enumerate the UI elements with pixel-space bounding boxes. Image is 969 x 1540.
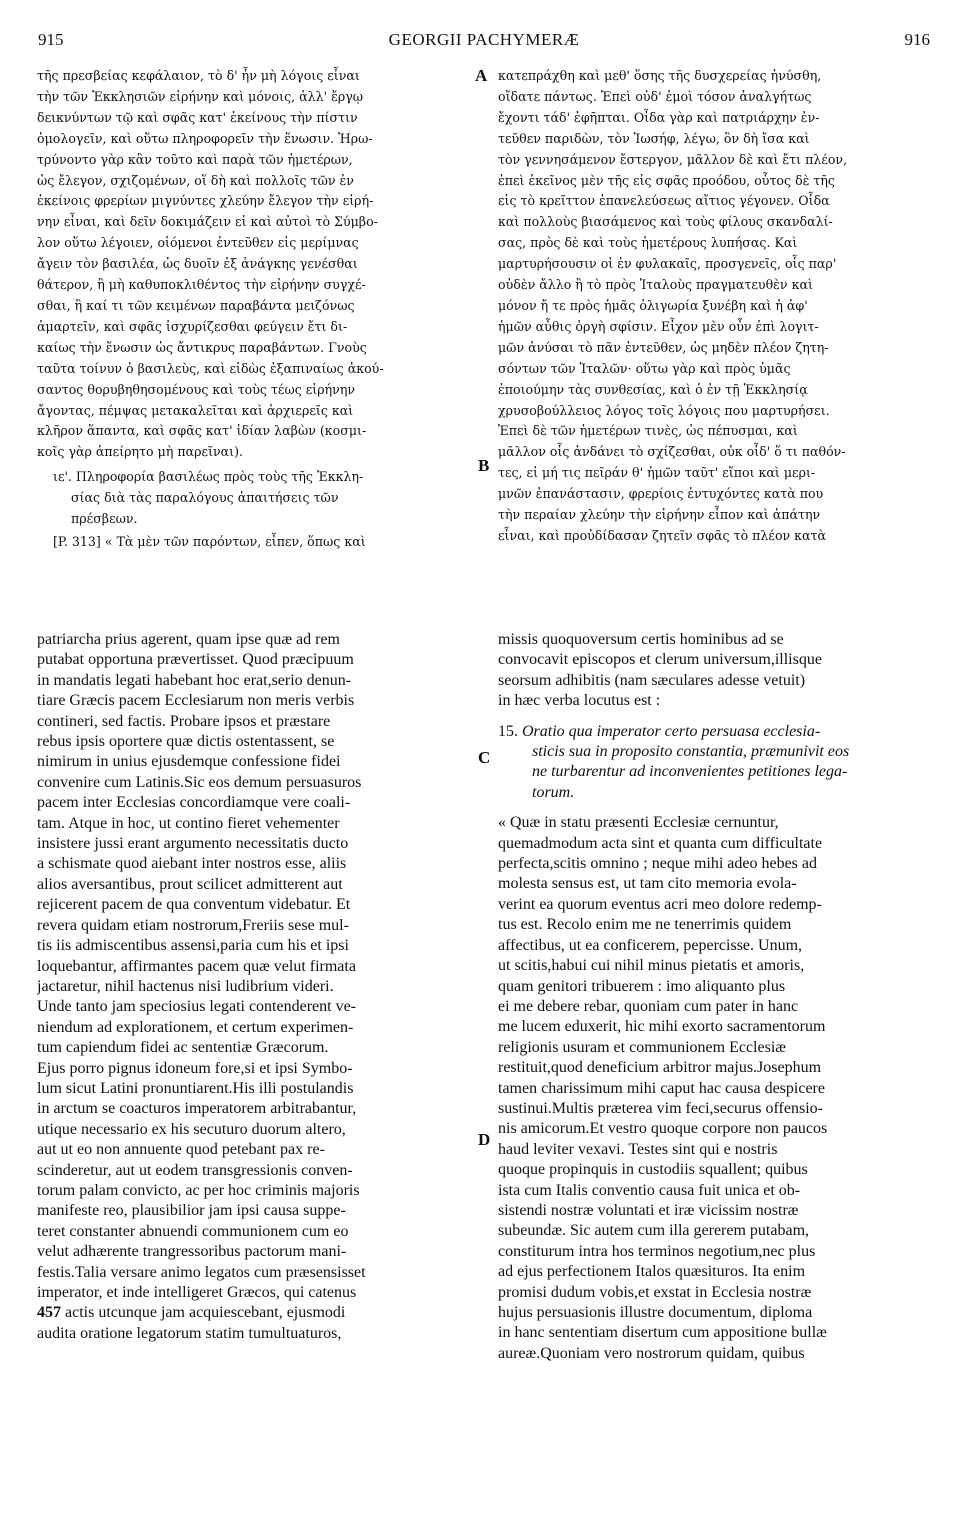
latin-text-line: promisi dudum vobis,et exstat in Ecclesia nostræ bbox=[498, 1283, 812, 1301]
greek-text-line: ὡς ἔλεγον, σχιζομένων, οἵ δὴ καὶ πολλοῖς τῶν ἐν bbox=[37, 172, 354, 188]
latin-text-line: sistendi nostræ voluntati et iræ vicissim nostræ bbox=[498, 1201, 799, 1219]
latin-text-line: rejicerent pacem de qua conventum videbatur. Et bbox=[37, 896, 351, 914]
latin-text-line: a schismate quod aiebant inter nostros esse, aliis bbox=[37, 855, 347, 873]
greek-text-line: σόντων τῶν Ἰταλῶν· οὕτω γὰρ καὶ πρὸς ὑμᾶς bbox=[498, 360, 791, 376]
page-number-right: 916 bbox=[904, 30, 930, 49]
latin-text-line: ut scitis,habui cui nihil minus pietatis et amoris, bbox=[498, 957, 805, 975]
greek-text-line: ἔχοντι τάδ' ἐφῆπται. Οἶδα γὰρ καὶ πατριάρχην ἐν- bbox=[498, 109, 820, 125]
latin-text-line: lum sicut Latini pronuntiarent.His illi postulandis bbox=[37, 1079, 354, 1097]
greek-text-line: τὴν τῶν Ἐκκλησιῶν εἰρήνην καὶ μόνοις, ἀλλ' ἔργῳ bbox=[37, 88, 364, 104]
margin-marker-c: C bbox=[478, 748, 491, 767]
greek-text-line: ἡμῶν αὖθις ὀργὴ σφίσιν. Εἶχον μὲν οὖν ἐπὶ λογιτ- bbox=[498, 318, 819, 334]
greek-text-line: ἐποιούμην τὰς συνθεσίας, καὶ ὁ ἐν τῇ Ἐκκλησίᾳ bbox=[498, 381, 808, 397]
greek-text-line: [P. 313] « Τὰ μὲν τῶν παρόντων, εἶπεν, ὅπως καὶ bbox=[53, 533, 366, 549]
greek-text-line: ταῦτα τοίνυν ὁ βασιλεὺς, καὶ εἰδὼς ἐξαπιναίως ἀκού- bbox=[37, 360, 384, 376]
latin-text-line: seorsum adhibitis (nam sæculares adesse vetuit) bbox=[498, 671, 806, 689]
latin-text-line: tam. Atque in hoc, ut contino fieret vehementer bbox=[37, 814, 340, 832]
latin-text-line: ad ejus perfectionem Italos quæsituros. Ita enim bbox=[498, 1263, 806, 1281]
greek-text-line: κλῆρον ἅπαντα, καὶ σφᾶς κατ' ἰδίαν λαβὼν (κοσμι- bbox=[37, 423, 367, 439]
greek-text-line: μόνον ἤ τε πρὸς ἡμᾶς ὀλιγωρία ξυνέβη καὶ ἡ ἀφ' bbox=[498, 297, 808, 313]
greek-text-line: καίως τὴν ἕνωσιν ὡς ἄντικρυς παραβάντων. Γνοὺς bbox=[37, 339, 367, 355]
greek-text-line: λον οὕτω λέγοιεν, οἰόμενοι ἐντεῦθεν εἰς μερίμνας bbox=[37, 235, 359, 251]
latin-text-line: missis quoquoversum certis hominibus ad se bbox=[498, 631, 784, 648]
latin-text-line: scinderetur, aut ut eodem transgressionis conven- bbox=[37, 1161, 353, 1179]
latin-text-line: convocavit episcopos et clerum universum,illisque bbox=[498, 651, 822, 669]
greek-text-line: καὶ πολλοὺς βιασάμενος καὶ τοὺς φίλους σκανδαλί- bbox=[498, 214, 833, 230]
latin-text-line: tus est. Recolo enim me ne tenerrimis quidem bbox=[498, 916, 792, 934]
latin-text-line: sustinui.Multis præterea vim feci,securus offensio- bbox=[498, 1099, 823, 1117]
greek-text-line: σαντος θορυβηθησομένους καὶ τοὺς τέως εἰρήνην bbox=[37, 381, 356, 397]
greek-text-line: ἁμαρτεῖν, καὶ σφᾶς ἰσχυρίζεσθαι φεύγειν ἔτι δι- bbox=[37, 318, 348, 334]
greek-text-line: μᾶλλον οἷς ἁνδάνει τὸ σχίζεσθαι, οὐκ οἶδ' ὅ τι παθόν- bbox=[498, 444, 846, 460]
latin-text-line: verint ea quorum eventus acri meo dolore redemp- bbox=[498, 895, 822, 913]
margin-marker-b: B bbox=[478, 456, 490, 475]
margin-marker-d: D bbox=[478, 1130, 491, 1149]
greek-text-line: ὁμολογεῖν, καὶ οὕτω πληροφορεῖν τὴν ἕνωσιν. Ἠρω- bbox=[37, 130, 373, 146]
latin-text-line: patriarcha prius agerent, quam ipse quæ ad rem bbox=[37, 631, 340, 648]
latin-text-line: tis iis admiscentibus assensi,paria cum his et ipsi bbox=[37, 937, 349, 955]
latin-text-line: tiare Græcis pacem Ecclesiarum non meris verbis bbox=[37, 692, 355, 710]
latin-text-line: putabat opportuna prævertisset. Quod præcipuum bbox=[37, 651, 354, 669]
greek-text-right-column bbox=[498, 66, 932, 547]
latin-text-line: imperator, et inde intelligeret Græcos, qui catenus bbox=[37, 1284, 357, 1301]
latin-text-line: constiturum intra hos terminos negotium,nec plus bbox=[498, 1242, 816, 1260]
latin-heading-line: ne turbarentur ad inconvenientes petitiones lega- bbox=[532, 763, 848, 781]
greek-text-line: χρυσοβούλλειος λόγος τοῖς λόγοις που μαρτυρήσει. bbox=[498, 402, 830, 418]
latin-text-line: torum palam convicto, ac per hoc criminis majoris bbox=[37, 1181, 360, 1199]
greek-section-heading: πρέσβεων. bbox=[71, 511, 138, 527]
latin-text-line: velut adhærente trangressoribus pactorum mani- bbox=[37, 1243, 347, 1261]
greek-text-line: ἐκείνοις φρερίων μιγνύντες χλεύην ἔλεγον τὴν εἰρή- bbox=[37, 193, 374, 209]
latin-text-line: contineri, sed factis. Probare ipsos et præstare bbox=[37, 712, 331, 730]
latin-text-line: hujus persuasionis illustre documentum, diploma bbox=[498, 1304, 813, 1321]
latin-text-right-column bbox=[498, 630, 932, 1364]
latin-text-line: subeundæ. Sic autem cum illa gererem putabam, bbox=[498, 1222, 810, 1240]
greek-text-line: ἄγοντας, πέμψας μετακαλεῖται καὶ ἀρχιερεῖς καὶ bbox=[37, 402, 354, 418]
latin-text-line: haud leviter vexavi. Testes sint qui e nostris bbox=[498, 1140, 778, 1158]
margin-marker-a: A bbox=[475, 66, 488, 85]
latin-heading-line: 15. Oratio qua imperator certo persuasa ecclesia- bbox=[498, 722, 821, 740]
latin-text-line: alios aversantibus, prout scilicet admitterent aut bbox=[37, 875, 343, 893]
latin-text-line: nimirum in unius ejusdemque confessione fidei bbox=[37, 753, 341, 771]
greek-text-line: σθαι, ἢ καί τι τῶν κειμένων παραβάντα μειζόνως bbox=[37, 297, 355, 313]
greek-text-line: κοῖς γὰρ ἀπείρητο μὴ παρεῖναι). bbox=[37, 444, 244, 460]
latin-text-line: in arctum se coacturos imperatorem arbitrabantur, bbox=[37, 1100, 357, 1118]
latin-text-fragment: actis utcunque jam acquiescebant, ejusmodi bbox=[65, 1304, 346, 1322]
running-title: GEORGII PACHYMERÆ bbox=[388, 30, 580, 49]
column-number: 457 bbox=[37, 1304, 65, 1322]
latin-section-heading bbox=[498, 722, 932, 804]
greek-section-heading: ιε'. Πληροφορία βασιλέως πρὸς τοὺς τῆς Ἐκκλη- bbox=[53, 469, 364, 485]
latin-text-line: convenire cum Latinis.Sic eos demum persuasuros bbox=[37, 773, 362, 791]
latin-text-line: rebus ipsis oportere quæ dictis ostentassent, se bbox=[37, 733, 335, 751]
latin-text-line: in hanc sententiam disertum cum appositione bullæ bbox=[498, 1324, 827, 1342]
greek-text-line: τρύνοντο γὰρ κἂν τοῦτο καὶ παρὰ τῶν ἡμετέρων, bbox=[37, 151, 353, 167]
latin-text-line: Ejus porro pignus idoneum fore,si et ipsi Symbo- bbox=[37, 1059, 353, 1077]
latin-text-line: quam genitori tribuerem : imo aliquanto plus bbox=[498, 977, 786, 995]
greek-text-line: νην εἶναι, καὶ δεῖν δοκιμάζειν εἰ καὶ αὐτοὶ τὸ Σύμβο- bbox=[37, 214, 378, 230]
latin-text-line: tamen charissimum mihi caput hac causa despicere bbox=[498, 1079, 825, 1097]
latin-text-line: quemadmodum acta sint et quanta cum difficultate bbox=[498, 834, 823, 852]
latin-text-line: insistere jussi erant argumento necessitatis ducto bbox=[37, 835, 349, 853]
latin-text-line: « Quæ in statu præsenti Ecclesiæ cernuntur, bbox=[498, 814, 779, 832]
latin-text-line: teret constanter abnuendi communionem cum eo bbox=[37, 1222, 349, 1240]
latin-text-line: in hæc verba locutus est : bbox=[498, 692, 661, 710]
latin-heading-line: torum. bbox=[532, 783, 575, 801]
latin-text-line: pacem inter Ecclesias concordiamque vere coali- bbox=[37, 794, 351, 812]
latin-text-line: religionis usuram et communionem Ecclesiæ bbox=[498, 1038, 786, 1056]
page-header bbox=[34, 30, 934, 54]
latin-text-line: aureæ.Quoniam vero nostrorum quidam, quibus bbox=[498, 1344, 805, 1362]
latin-text-line: tum capiendum fidei ac sententiæ Græcorum. bbox=[37, 1039, 329, 1057]
greek-text-line: μνῶν ἐπανάστασιν, φρερίοις ἐντυχόντες κατὰ που bbox=[498, 486, 824, 502]
latin-text-line bbox=[37, 1303, 474, 1323]
greek-text-line: ἄγειν τὸν βασιλέα, ὡς δυοῖν ἐξ ἀνάγκης γενέσθαι bbox=[37, 256, 358, 272]
latin-text-line: in mandatis legati habebant hoc erat,serio denun- bbox=[37, 671, 352, 689]
latin-text-line: Unde tanto jam speciosius legati contenderent ve- bbox=[37, 998, 357, 1016]
latin-text-left-column bbox=[37, 630, 474, 1344]
latin-text-line: utique necessario ex his secuturo duorum altero, bbox=[37, 1120, 346, 1138]
greek-text-line: κατεπράχθη καὶ μεθ' ὅσης τῆς δυσχερείας ἠνύσθη, bbox=[498, 68, 822, 83]
greek-text-line: τεῦθεν παριδὼν, τὸν Ἰωσήφ, λέγω, ὃν δὴ ἴσα καὶ bbox=[498, 130, 810, 146]
greek-text-line: δεικνύντων τῷ καὶ σφᾶς κατ' ἐκείνους τὴν πίστιν bbox=[37, 109, 358, 125]
greek-text-line: οὐδὲν ἄλλο ἢ τὸ πρὸς Ἰταλοὺς πραγματευθὲν καὶ bbox=[498, 277, 813, 293]
latin-text-line: affectibus, ut ea conficerem, pepercisse. Unum, bbox=[498, 936, 803, 954]
greek-text-line: τὸν γεννησάμενον ἔστεργον, μᾶλλον δὲ καὶ ἔτι πλέον, bbox=[498, 151, 848, 167]
latin-text-line: ista cum Italis conventio causa fuit unica et ob- bbox=[498, 1181, 801, 1199]
greek-text-line: τῆς πρεσβείας κεφάλαιον, τὸ δ' ἦν μὴ λόγοις εἶναι bbox=[37, 68, 360, 83]
greek-text-line: τὴν περαίαν χλεύην τὴν εἰρήνην εἶπον καὶ ἀπάτην bbox=[498, 507, 821, 523]
latin-text-line: ei me debere rebar, quoniam cum pater in hanc bbox=[498, 997, 799, 1015]
latin-text-line: me lucem eduxerit, hic mihi exorto sacramentorum bbox=[498, 1018, 826, 1036]
greek-text-left-column bbox=[37, 66, 474, 553]
latin-text-line: nis amicorum.Et vestro quoque corpore non paucos bbox=[498, 1120, 828, 1138]
latin-text-line: festis.Talia versare animo legatos cum præsensisset bbox=[37, 1263, 366, 1281]
latin-text-line: perfecta,scitis omnino ; neque mihi adeo hebes ad bbox=[498, 855, 818, 873]
latin-text-line: quoque propinquis in custodiis squallent; quibus bbox=[498, 1161, 808, 1179]
latin-text-line: audita oratione legatorum statim tumultuaturos, bbox=[37, 1324, 342, 1342]
latin-text-line: revera quidam etiam nostrorum,Freriis sese mul- bbox=[37, 916, 349, 934]
greek-text-line: μαρτυρήσουσιν οἱ ἐν φυλακαῖς, προσγενεῖς, οἷς παρ' bbox=[498, 256, 837, 272]
greek-text-line: μῶν ἀνύσαι τὸ πᾶν ἐντεῦθεν, ὡς μηδὲν πλέον ζητη- bbox=[498, 339, 829, 355]
latin-text-line: restituit,quod deneficium arbitror majus.Josephum bbox=[498, 1059, 822, 1077]
greek-text-line: Ἐπεὶ δὲ τῶν ἡμετέρων τινὲς, ὡς πέπυσμαι, καὶ bbox=[498, 423, 798, 439]
greek-section-heading: σίας διὰ τὰς παραλόγους ἀπαιτήσεις τῶν bbox=[71, 490, 339, 506]
latin-text-line: niendum ad explorationem, et certum experimen- bbox=[37, 1018, 354, 1036]
latin-text-line: molesta sensus est, ut tam cito memoria evola- bbox=[498, 875, 797, 893]
latin-text-line: aut ut eo non annuente quod petebant pax re- bbox=[37, 1141, 325, 1159]
latin-text-line: loquebantur, affirmantes pacem quæ velut firmata bbox=[37, 957, 356, 975]
latin-text-line: manifeste reo, plausibilior jam ipsi causa suppe- bbox=[37, 1202, 346, 1220]
greek-text-line: εἰς τὸ κρεῖττον ἐπανελεύσεως αἴτιος γέγονεν. Οἶδα bbox=[498, 193, 830, 209]
greek-text-line: ἐπεὶ ἐκεῖνος μὲν τῆς εἰς σφᾶς προόδου, οὗτος δὲ τῆς bbox=[498, 172, 835, 188]
greek-text-line: εἶναι, καὶ προὐδίδασαν ζητεῖν σφᾶς τὸ πλέον κατὰ bbox=[498, 527, 827, 543]
greek-text-line: οἴδατε πάντως. Ἐπεὶ οὐδ' ἐμοὶ τόσον ἀναλγήτως bbox=[498, 88, 812, 104]
greek-text-line: σας, πρὸς δὲ καὶ τοὺς ἡμετέρους λυπήσας. Καὶ bbox=[498, 235, 798, 251]
greek-text-line: θάτερον, ἢ μὴ καθυποκλιθέντος τὴν εἰρήνην συγχέ- bbox=[37, 277, 366, 293]
latin-heading-line: sticis sua in proposito constantia, præmunivit eos bbox=[532, 743, 850, 761]
latin-text-line: jactaretur, nihil hactenus nisi ludibrium videri. bbox=[37, 977, 334, 995]
page-number-left: 915 bbox=[38, 30, 64, 49]
greek-text-line: τες, εἰ μή τις πεῖράν θ' ἡμῶν ταῦτ' εἴποι καὶ μερι- bbox=[498, 465, 816, 481]
